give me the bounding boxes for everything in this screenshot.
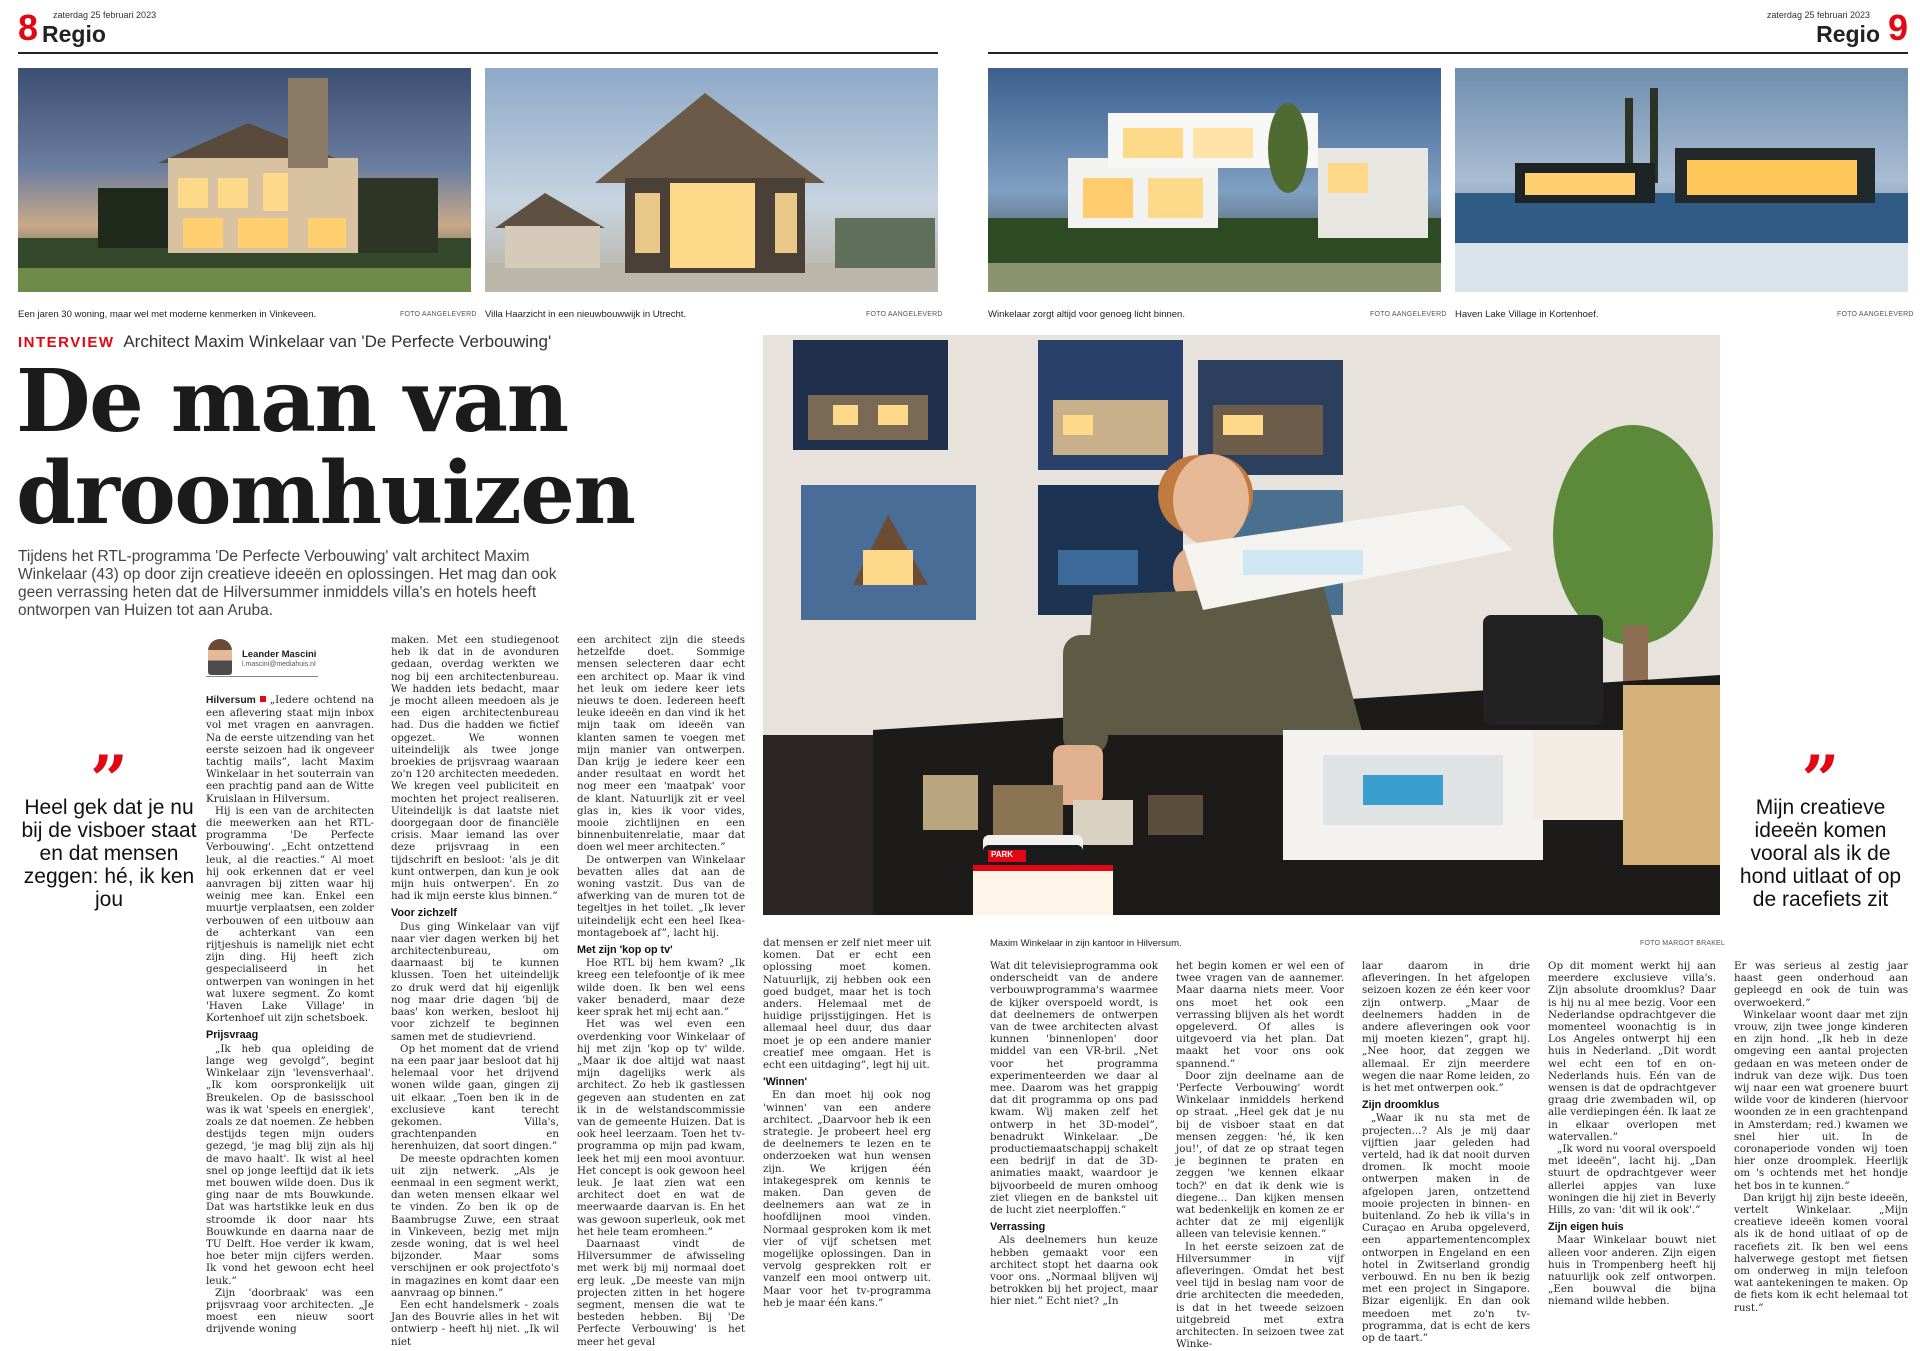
pull-quote-right [1733, 741, 1908, 911]
paragraph: een architect zijn die steeds hetzelfde doet. Sommige mensen selecteren daar echt een architect op. Maar ik vind het leuk om iedere keer iets nieuws te doen. Iedereen heeft leuke ideeën en dan vind ik het mijn taak om ideeën van klanten samen te voegen met mijn manier van ontwerpen. Dan krijg je iedere keer een ander resultaat en wordt het nog meer een 'maatpak' voor de klant. Natuurlijk zit er veel glas in, kies ik voor vides, mooie zichtlijnen en een binnenbuitenrelatie, maar dat doen wel meer architecten.” [577, 634, 745, 854]
paragraph: De ontwerpen van Winkelaar bevatten alles dat aan de woning vastzit. Dus van de afwerking van de muren tot de tegeltjes in het toilet. „Ik lever uiteindelijk echt een heel Ikea-montageboek af”, lacht hij. [577, 853, 745, 939]
paragraph: „Ik word nu vooral overspoeld met ideeën”, lacht hij. „Dan stuurt de opdrachtgever weer allerlei appjes van luxe woningen die hij ziet in Beverly Hills, zo van: 'dit wil ik ook'.” [1548, 1143, 1716, 1217]
subheading: Voor zichzelf [391, 907, 457, 920]
author-email: l.mascini@mediahuis.nl [242, 661, 316, 668]
article-column-9 [1734, 960, 1908, 1314]
headline-line-1: De man van [16, 351, 568, 452]
article-column-1 [206, 694, 374, 1336]
paragraph: Wat dit televisieprogramma ook onderscheidt van de andere verbouwprogramma's waarmee de kijker overspoeld wordt, is dat deelnemers de ontwerpen van de twee architecten alvast kunnen 'binnenlopen' door middel van een VR-bril. „Net voor het programma experimenteerden we daar al mee. Daarom was het grappig dat dit programma op ons pad kwam. Wij maken zelf het ontwerp in het 3D-model”, benadrukt Winkelaar. „De productiemaatschappij schakelt een bedrijf in dat de 3D-animaties maakt, waardoor je bijvoorbeeld de muren omhoog ziet vliegen en de bankstel uit de lucht ziet neerploffen.” [990, 960, 1158, 1217]
photo-3-credit: FOTO AANGELEVERD [1370, 311, 1447, 318]
quote-mark-left: ” [90, 741, 128, 819]
subheading: Zijn eigen huis [1548, 1221, 1624, 1234]
kicker-label: INTERVIEW [18, 334, 115, 351]
villa-haarzicht-illustration [485, 68, 938, 292]
main-photo-architect-office [763, 335, 1720, 915]
author-name: Leander Mascini [242, 649, 317, 660]
dateline: Hilversum [206, 695, 256, 706]
haven-lake-illustration [1455, 68, 1908, 292]
photo-4-caption: Haven Lake Village in Kortenhoef. [1455, 309, 1599, 320]
office-scene-illustration [763, 335, 1720, 915]
left-section-title: Regio [42, 21, 106, 47]
photo-1-credit: FOTO AANGELEVERD [400, 311, 477, 318]
subheading: Met zijn 'kop op tv' [577, 944, 673, 957]
article-column-8 [1548, 960, 1716, 1308]
right-page-date: zaterdag 25 februari 2023 [1766, 10, 1870, 20]
main-photo-caption: Maxim Winkelaar in zijn kantoor in Hilversum. [990, 938, 1182, 949]
paragraph: Als deelnemers hun keuze hebben gemaakt voor een architect stopt het daarna ook voor ons. „Normaal blijven wij betrokken bij het project, maar hier niet.” Echt niet? „In [990, 1234, 1158, 1308]
pull-quote-left [20, 741, 198, 911]
photo-haven-lake-village [1455, 68, 1908, 292]
article-column-7 [1362, 960, 1530, 1345]
main-photo-credit: FOTO MARGOT BRAKEL [1640, 940, 1726, 947]
photo-1-caption: Een jaren 30 woning, maar wel met moderne kenmerken in Vinkeveen. [18, 309, 317, 320]
paragraph: Door zijn deelname aan de 'Perfecte Verbouwing' wordt Winkelaar inmiddels herkend op straat. „Heel gek dat je nu bij de visboer staat en dat mensen zeggen: 'hé, ik ken jou!', of dat ze op straat tegen je beginnen te praten en zeggen 'we kennen elkaar toch?' en dat ik denk wie is diegene... Dan kijken mensen wat bedenkelijk en komen ze er achter dat ze mij eigenlijk alleen van televisie kennen.” [1176, 1069, 1344, 1241]
headline [16, 351, 635, 544]
paragraph [206, 694, 374, 805]
photo-vinkeveen-villa [18, 68, 471, 292]
author-avatar [208, 639, 232, 675]
paragraph: „Waar ik nu sta met de projecten...? Als je mij daar vijftien jaar geleden had verteld, had ik dat nooit durven dromen. Ik mocht mooie ontwerpen maken in de afgelopen jaren, ontzettend mooie projecten in binnen- en buitenland. Zo heb ik villa's in Curaçao en Aruba opgeleverd, een appartementencomplex ontworpen in Engeland en een hotel in Zwitserland grondig verbouwd. En nu ben ik bezig met een project in Singapore. Bizar eigenlijk. En dan ook meedoen met zo'n tv-programma, dat is echt de kers op de taart.” [1362, 1112, 1530, 1345]
paragraph: Dan krijgt hij zijn beste ideeën, vertelt Winkelaar. „Mijn creatieve ideeën komen vooral als ik de hond uitlaat of op de racefiets zit. Ik ben wel eens halverwege gestopt met fietsen om onderweg in mijn telefoon wat aantekeningen te maken. Op de fiets kom ik echt helemaal tot rust.” [1734, 1191, 1908, 1314]
quote-mark-right: ” [1801, 741, 1840, 819]
vinkeveen-villa-illustration [18, 68, 471, 292]
photo-4-credit: FOTO AANGELEVERD [1837, 311, 1914, 318]
article-column-4 [763, 937, 931, 1309]
paragraph: Winkelaar woont daar met zijn vrouw, zijn twee jonge kinderen en zijn hond. „Ik heb in deze omgeving een aantal projecten gedaan en was meteen onder de indruk van deze wijk. Dus toen wij naar een wat groenere buurt wilde voor de kinderen (hiervoor woonden ze in een grachtenpand in Amsterdam; red.) kwamen we snel hier uit. In de coronaperiode vonden wij toen hier onze droomplek. Heerlijk om 's ochtends met het hondje het bos in te kunnen.” [1734, 1008, 1908, 1192]
paragraph: Dus ging Winkelaar van vijf naar vier dagen werken bij het architectenbureau, om daarnaast bij te kunnen klussen. Toen het uiteindelijk zo druk werd dat hij eigenlijk nog maar drie dagen 'bij de baas' kon werken, besloot hij voor zichzelf te beginnen samen met de studievriend. [391, 920, 559, 1043]
paragraph: dat mensen er zelf niet meer uit komen. Dat er echt een oplossing moet komen. Natuurlijk, zij hebben ook een goed budget, maar het is toch anders. Helemaal met de huidige prijsstijgingen. Het is allemaal heel duur, dus daar moet je op een andere manier creatief mee omgaan. Het is echt een uitdaging”, legt hij uit. [763, 937, 931, 1072]
paragraph: Zijn 'doorbraak' was een prijsvraag voor architecten. „Je moest een nieuw soort drijvende woning [206, 1286, 374, 1336]
paragraph: Maar Winkelaar bouwt niet alleen voor anderen. Zijn eigen huis in Trompenberg heeft hij natuurlijk ook zelf ontworpen. „Een bouwval die bijna niemand wilde hebben. [1548, 1234, 1716, 1308]
paragraph: En dan moet hij ook nog 'winnen' van een andere architect. „Daarvoor heb ik een strategie. Je probeert heel erg de deelnemers te lezen en te onderzoeken wat hun wensen zijn. We krijgen één intakegesprek om kennis te maken. Dan geven de deelnemers aan wat ze in hoofdlijnen mooi vinden. Normaal gesproken kom ik met vier of vijf schetsen met mogelijke oplossingen. Dan in vervolg gesprekken rolt er vanzelf een mooi ontwerp uit. Maar voor het tv-programma heb je maar één kans.” [763, 1089, 931, 1309]
left-page-date: zaterdag 25 februari 2023 [53, 10, 157, 20]
paragraph: laar daarom in drie afleveringen. In het afgelopen seizoen kozen ze één keer voor zijn ontwerp. „Maar de deelnemers hadden in de andere afleveringen ook voor mij moeten kiezen”, grapt hij. „Nee hoor, dat zeggen we allemaal. Er zijn meerdere wegen die naar Rome leiden, zo is het met ontwerpen ook.” [1362, 960, 1530, 1095]
left-page-number: 8 [18, 7, 39, 48]
dateline-square-icon [260, 696, 266, 702]
paragraph: maken. Met een studiegenoot heb ik dat in de avonduren gedaan, overdag werkten we nog bij een architectenbureau. We hadden iets bedacht, maar je mocht alleen meedoen als je een eigen architectenbureau had. Dus die hadden we fictief opgezet. We wonnen uiteindelijk als twee jonge broekies de prijsvraag waaraan zo'n 120 architecten meededen. We kregen veel publiciteit en mochten het project realiseren. Uiteindelijk is dat laatste niet doorgegaan door de financiële crisis. Maar iemand las over deze prijsvraag in een tijdschrift en besloot: 'als je dit kunt ontwerpen, dan kun je ook mijn huis ontwerpen'. En zo had ik mijn eerste klus binnen.” [391, 634, 559, 903]
subheading: Verrassing [990, 1221, 1046, 1234]
right-page-number: 9 [1887, 7, 1908, 48]
article-column-3 [577, 634, 745, 1348]
paragraph: „Ik heb qua opleiding de lange weg gevolgd”, begint Winkelaar zijn 'levensverhaal'. „Ik kom oorspronkelijk uit Breukelen. Op de basisschool was ik wat 'speels en energiek', zoals ze dat noemen. Ze hebben destijds tegen mijn ouders gezegd, 'je mag blij zijn als hij de mavo haalt'. Ik wist al heel snel op jonge leeftijd dat ik iets met bouwen wilde doen. Dus ik ging naar de mts Bouwkunde. Dat was hartstikke leuk en dus stroomde ik door naar hts Bouwkunde en daarna naar de TU Delft. Hoe verder ik kwam, hoe beter mijn cijfers werden. Ik vond het gewoon echt heel leuk.” [206, 1042, 374, 1287]
right-page-header [988, 8, 1908, 50]
article-column-5 [990, 960, 1158, 1308]
article-column-6 [1176, 960, 1344, 1351]
left-page-header [18, 8, 938, 50]
byline [206, 637, 318, 677]
quote-right-text: Mijn creatieve ideeën komen vooral als ik de hond uitlaat of op de racefiets zit [1739, 796, 1902, 911]
paragraph: Hoe RTL bij hem kwam? „Ik kreeg een telefoontje of ik mee wilde doen. Ik ben wel eens vaker benaderd, maar deze keer sprak het mij echt aan.” [577, 957, 745, 1019]
photo-villa-haarzicht [485, 68, 938, 292]
subheading: 'Winnen' [763, 1076, 808, 1089]
article-intro: Tijdens het RTL-programma 'De Perfecte Verbouwing' valt architect Maxim Winkelaar (43) op door zijn creatieve ideeën en oplossingen. Het mag dan ook geen verrassing heten dat de Hilversummer inmiddels villa's en hotels heeft ontworpen van Huizen tot aan Aruba. [18, 548, 557, 619]
right-section-title: Regio [1816, 21, 1880, 47]
photo-3-caption: Winkelaar zorgt altijd voor genoeg licht binnen. [988, 309, 1185, 320]
vr-headset-label: PARK [991, 850, 1014, 859]
paragraph: Hij is een van de architecten die meewerken aan het RTL-programma 'De Perfecte Verbouwing'. „Echt ontzettend leuk, al die reacties.” Al moet hij ook erkennen dat er veel aanvragen bij zitten waar hij weinig mee kan. Enkel een muurtje verplaatsen, een zolder verbouwen of een uitbouw aan de achterkant van een rijtjeshuis is namelijk niet echt zijn ding. Hij heeft zich gespecialiseerd in het ontwerpen van woningen in het wat luxere segment. Zo komt 'Haven Lake Village' in Kortenhoef uit zijn schetsboek. [206, 804, 374, 1025]
paragraph: Het was wel even een overdenking voor Winkelaar of hij met zijn 'kop op tv' wilde. „Maar ik doe altijd wat naast mijn dagelijks werk als architect. Zo heb ik gastlessen gegeven aan studenten en zat ik in de welstandscommissie van de gemeente Huizen. Dat is ook heel leerzaam. Toen het tv-programma op mijn pad kwam, leek het mij een mooi avontuur. Het concept is ook gewoon heel leuk. Je laat zien wat een architect doet en wat de meerwaarde daarvan is. En het was gewoon superleuk, ook met het hele team eromheen.” [577, 1018, 745, 1238]
paragraph: Er was serieus al zestig jaar haast geen onderhoud aan gepleegd en ook de tuin was overwoekerd.” [1734, 960, 1908, 1009]
subheading: Zijn droomklus [1362, 1099, 1440, 1112]
headline-line-2: droomhuizen [16, 443, 635, 544]
paragraph: Op dit moment werkt hij aan meerdere exclusieve villa's. Zijn absolute droomklus? Daar is hij nu al mee bezig. Voor een Nederlandse opdrachtgever die momenteel woonachtig is in Los Angeles ontwerpt hij een huis in Nederland. „Dit wordt wel echt een tof en on-Nederlands huis. Eén van de wensen is dat de opdrachtgever graag drie zwembaden wil, op alle verdiepingen één. Ik laat ze in elkaar overlopen met watervallen.” [1548, 960, 1716, 1143]
paragraph: Op het moment dat de vriend na een paar jaar besloot dat hij helemaal voor het drijvend wonen wilde gaan, gingen zij uit elkaar. „Toen ben ik in de exclusieve kant terecht gekomen. Villa's, grachtenpanden en herenhuizen, dat soort dingen.” [391, 1042, 559, 1153]
photo-2-caption: Villa Haarzicht in een nieuwbouwwijk in Utrecht. [485, 309, 687, 320]
photo-modern-villa-light [988, 68, 1441, 292]
article-kicker [18, 332, 551, 353]
paragraph-text: „Iedere ochtend na een aflevering staat mijn inbox vol met vragen en aanvragen. Na de eerste uitzending van het eerste seizoen had ik ongeveer tachtig mails”, lacht Maxim Winkelaar in het souterrain van een prachtig pand aan de Witte Kruislaan in Hilversum. [206, 694, 374, 805]
paragraph: De meeste opdrachten komen uit zijn netwerk. „Als je eenmaal in een segment werkt, dan weten mensen elkaar wel te vinden. Zo ben ik op de Baambrugse Zuwe, een straat in Vinkeveen, bezig met mijn zesde woning, dat is wel heel bijzonder. Maar soms verschijnen er ook projectfoto's in magazines en komt daar een aanvraag op binnen.” [391, 1152, 559, 1299]
right-header-rule [988, 52, 1908, 54]
article-column-2 [391, 634, 559, 1348]
paragraph: In het eerste seizoen zat de Hilversummer in vijf afleveringen. Omdat het best veel tijd in beslag nam voor de drie architecten die meededen, is dat in het tweede seizoen uitgebreid met extra architecten. In seizoen twee zat Winke- [1176, 1240, 1344, 1351]
paragraph: Daarnaast vindt de Hilversummer de afwisseling met werk bij mij normaal doet erg leuk. „De meeste van mijn projecten zitten in het hogere segment, mensen die wat te besteden hebben. Bij 'De Perfecte Verbouwing' is het meer het geval [577, 1237, 745, 1348]
modern-villa-illustration [988, 68, 1441, 292]
kicker-text: Architect Maxim Winkelaar van 'De Perfecte Verbouwing' [123, 332, 552, 351]
paragraph: Een echt handelsmerk - zoals Jan des Bouvrie alles in het wit ontwierp - heeft hij niet. „Ik wil niet [391, 1298, 559, 1348]
quote-left-text: Heel gek dat je nu bij de visboer staat en dat mensen zeggen: hé, ik ken jou [21, 796, 197, 911]
subheading: Prijsvraag [206, 1029, 259, 1042]
photo-2-credit: FOTO AANGELEVERD [866, 311, 943, 318]
paragraph: het begin komen er wel een of twee vragen van de aannemer. Maar daarna niets meer. Voor ons moet het ook een verrassing blijven als het wordt opgeleverd. Of alles is uitgevoerd via het plan. Dat maakt het voor ons ook spannend.” [1176, 960, 1344, 1070]
left-header-rule [18, 52, 938, 54]
